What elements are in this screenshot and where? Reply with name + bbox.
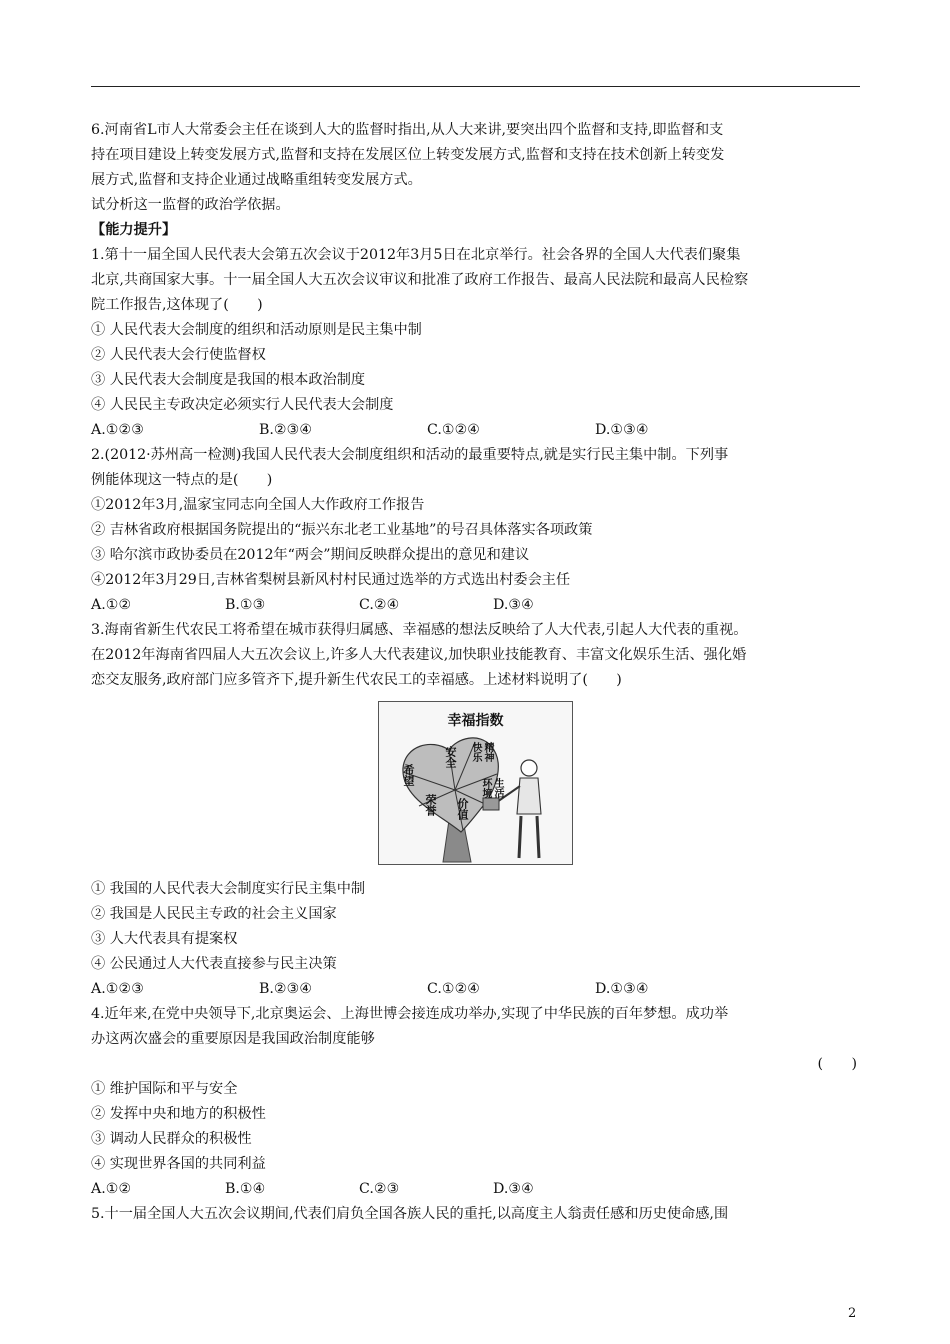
text-line: 持在项目建设上转变发展方式,监督和支持在发展区位上转变发展方式,监督和支持在技术创新上转变发	[91, 147, 725, 163]
answer-parentheses: ( )	[817, 1056, 857, 1072]
answer-options	[91, 418, 863, 443]
statement-item: ④ 人民民主专政决定必须实行人民代表大会制度	[91, 397, 394, 413]
option-a: A.①②	[91, 597, 132, 613]
answer-options	[91, 1177, 863, 1202]
option-c: C.①②④	[427, 981, 481, 997]
text-line: 北京,共商国家大事。十一届全国人大五次会议审议和批准了政府工作报告、最高人民法院和最高人民检察	[91, 272, 749, 288]
document-body	[91, 118, 863, 1227]
option-a: A.①②	[91, 1181, 132, 1197]
option-d: D.①③④	[595, 981, 649, 997]
statement-item: ④2012年3月29日,吉林省梨树县新风村村民通过选举的方式选出村委会主任	[91, 572, 571, 588]
statement-item: ② 人民代表大会行使监督权	[91, 347, 266, 363]
text-line: 1.第十一届全国人民代表大会第五次会议于2012年3月5日在北京举行。社会各界的全国人大代表们聚集	[91, 247, 741, 263]
option-c: C.①②④	[427, 422, 481, 438]
segment-label: 安全	[444, 746, 457, 768]
header-rule	[91, 86, 860, 87]
text-line: 3.海南省新生代农民工将希望在城市获得归属感、幸福感的想法反映给了人大代表,引起人大代表的重视。	[91, 622, 748, 638]
text-line: 办这两次盛会的重要原因是我国政治制度能够	[91, 1031, 375, 1047]
option-b: B.①④	[225, 1181, 266, 1197]
statement-item: ② 吉林省政府根据国务院提出的“振兴东北老工业基地”的号召具体落实各项政策	[91, 522, 593, 538]
text-line: 4.近年来,在党中央领导下,北京奥运会、上海世博会接连成功举办,实现了中华民族的百年梦想。成功举	[91, 1006, 729, 1022]
option-c: C.②③	[359, 1181, 400, 1197]
statement-item: ① 人民代表大会制度的组织和活动原则是民主集中制	[91, 322, 422, 338]
statement-item: ①2012年3月,温家宝同志向全国人大作政府工作报告	[91, 497, 425, 513]
answer-options	[91, 593, 863, 618]
statement-item: ④ 公民通过人大代表直接参与民主决策	[91, 956, 337, 972]
text-line: 在2012年海南省四届人大五次会议上,许多人大代表建议,加快职业技能教育、丰富文化娱乐生活、强化婚	[91, 647, 747, 663]
text-line: 5.十一届全国人大五次会议期间,代表们肩负全国各族人民的重托,以高度主人翁责任感和历史使命感,围	[91, 1206, 729, 1222]
option-b: B.①③	[225, 597, 266, 613]
section-title: 【能力提升】	[91, 222, 177, 238]
statement-item: ① 我国的人民代表大会制度实行民主集中制	[91, 881, 366, 897]
option-c: C.②④	[359, 597, 400, 613]
segment-label: 荣誉	[424, 794, 437, 816]
statement-item: ② 我国是人民民主专政的社会主义国家	[91, 906, 337, 922]
question-5	[91, 1202, 863, 1227]
statement-item: ③ 人大代表具有提案权	[91, 931, 238, 947]
segment-label: 精神快乐	[470, 742, 493, 762]
text-line: 展方式,监督和支持企业通过战略重组转变发展方式。	[91, 172, 422, 188]
figure-title: 幸福指数	[447, 713, 504, 729]
segment-label: 生活环境	[480, 778, 503, 798]
statement-item: ③ 调动人民群众的积极性	[91, 1131, 252, 1147]
option-b: B.②③④	[259, 981, 313, 997]
option-a: A.①②③	[91, 981, 144, 997]
statement-item: ③ 人民代表大会制度是我国的根本政治制度	[91, 372, 366, 388]
statement-item: ① 维护国际和平与安全	[91, 1081, 238, 1097]
happiness-index-figure	[378, 701, 573, 865]
text-line: 试分析这一监督的政治学依据。	[91, 197, 290, 213]
option-a: A.①②③	[91, 422, 144, 438]
page-number: 2	[848, 1306, 857, 1321]
segment-label: 价值	[456, 798, 469, 820]
text-line: 2.(2012·苏州高一检测)我国人民代表大会制度组织和活动的最重要特点,就是实行民主集中制。下列事	[91, 447, 729, 463]
question-1	[91, 243, 863, 443]
segment-label: 希望	[402, 764, 415, 786]
statement-item: ② 发挥中央和地方的积极性	[91, 1106, 266, 1122]
option-b: B.②③④	[259, 422, 313, 438]
option-d: D.③④	[493, 1181, 534, 1197]
statement-item: ④ 实现世界各国的共同利益	[91, 1156, 266, 1172]
question-6	[91, 118, 863, 218]
question-3	[91, 618, 863, 1002]
text-line: 院工作报告,这体现了( )	[91, 297, 263, 313]
text-line: 例能体现这一特点的是( )	[91, 472, 273, 488]
text-line: 6.河南省L市人大常委会主任在谈到人大的监督时指出,从人大来讲,要突出四个监督和支持,即监督和支	[91, 122, 724, 138]
question-4	[91, 1002, 863, 1202]
option-d: D.③④	[493, 597, 534, 613]
statement-item: ③ 哈尔滨市政协委员在2012年“两会”期间反映群众提出的意见和建议	[91, 547, 530, 563]
answer-options	[91, 977, 863, 1002]
option-d: D.①③④	[595, 422, 649, 438]
question-2	[91, 443, 863, 618]
text-line: 恋交友服务,政府部门应多管齐下,提升新生代农民工的幸福感。上述材料说明了( )	[91, 672, 622, 688]
